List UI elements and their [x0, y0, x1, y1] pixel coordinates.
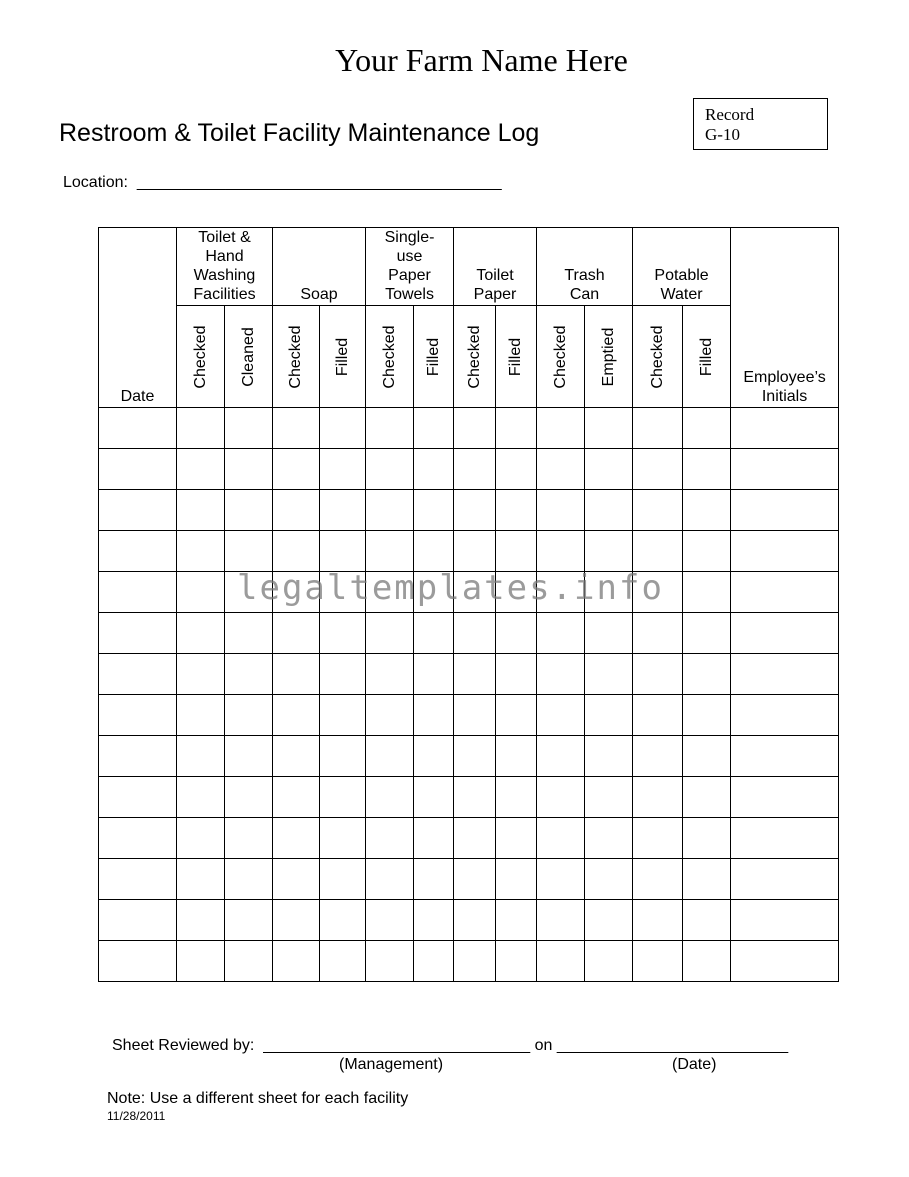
- group-header-line: Hand: [205, 248, 244, 265]
- entry-cell[interactable]: [585, 613, 633, 654]
- location-blank: _________________________________________: [136, 174, 502, 191]
- table-row: [99, 654, 839, 695]
- entry-cell[interactable]: [683, 408, 731, 449]
- entry-cell[interactable]: [225, 695, 273, 736]
- entry-cell[interactable]: [320, 695, 366, 736]
- entry-cell[interactable]: [320, 654, 366, 695]
- entry-cell[interactable]: [633, 736, 683, 777]
- entry-cell[interactable]: [633, 531, 683, 572]
- group-header-line: Paper: [473, 286, 517, 303]
- entry-cell[interactable]: [366, 613, 414, 654]
- table-row: [99, 900, 839, 941]
- entry-cell[interactable]: [633, 941, 683, 982]
- entry-cell[interactable]: [225, 777, 273, 818]
- watermark: legaltemplates.info: [237, 568, 664, 608]
- entry-cell[interactable]: [366, 449, 414, 490]
- sub-column-label: Checked: [191, 324, 209, 389]
- sub-column-header: [273, 306, 320, 408]
- entry-cell[interactable]: [731, 408, 839, 449]
- entry-cell[interactable]: [633, 613, 683, 654]
- entry-cell[interactable]: [683, 531, 731, 572]
- entry-cell[interactable]: [177, 490, 225, 531]
- entry-cell[interactable]: [99, 654, 177, 695]
- group-header-line: Washing: [193, 267, 256, 284]
- entry-cell[interactable]: [731, 654, 839, 695]
- sub-column-label: Emptied: [599, 327, 617, 386]
- table-row: [99, 859, 839, 900]
- entry-cell[interactable]: [225, 531, 273, 572]
- entry-cell[interactable]: [320, 818, 366, 859]
- entry-cell[interactable]: [273, 736, 320, 777]
- entry-cell[interactable]: [454, 695, 496, 736]
- entry-cell[interactable]: [496, 408, 537, 449]
- entry-cell[interactable]: [320, 490, 366, 531]
- entry-cell[interactable]: [414, 531, 454, 572]
- sub-column-label: Filled: [507, 337, 525, 376]
- entry-cell[interactable]: [454, 777, 496, 818]
- entry-cell[interactable]: [633, 900, 683, 941]
- farm-name: Your Farm Name Here: [335, 42, 628, 78]
- entry-cell[interactable]: [585, 900, 633, 941]
- sub-column-header: [683, 306, 731, 408]
- entry-cell[interactable]: [414, 818, 454, 859]
- entry-cell[interactable]: [496, 695, 537, 736]
- entry-cell[interactable]: [454, 859, 496, 900]
- entry-cell[interactable]: [537, 613, 585, 654]
- entry-cell[interactable]: [177, 408, 225, 449]
- entry-cell[interactable]: [537, 900, 585, 941]
- entry-cell[interactable]: [454, 408, 496, 449]
- entry-cell[interactable]: [585, 531, 633, 572]
- entry-cell[interactable]: [496, 490, 537, 531]
- entry-cell[interactable]: [731, 777, 839, 818]
- group-header-line: Facilities: [193, 286, 256, 303]
- entry-cell[interactable]: [177, 818, 225, 859]
- entry-cell[interactable]: [320, 900, 366, 941]
- table-row: [99, 408, 839, 449]
- entry-cell[interactable]: [683, 777, 731, 818]
- entry-cell[interactable]: [454, 900, 496, 941]
- entry-cell[interactable]: [320, 777, 366, 818]
- group-header-line: Water: [660, 286, 703, 303]
- entry-cell[interactable]: [731, 941, 839, 982]
- entry-cell[interactable]: [99, 449, 177, 490]
- entry-cell[interactable]: [496, 900, 537, 941]
- entry-cell[interactable]: [585, 408, 633, 449]
- entry-cell[interactable]: [731, 572, 839, 613]
- entry-cell[interactable]: [414, 777, 454, 818]
- sheet-reviewed-line: Sheet Reviewed by: ______________________________ on __________________________: [112, 1037, 789, 1054]
- entry-cell[interactable]: [537, 941, 585, 982]
- entry-cell[interactable]: [731, 859, 839, 900]
- group-header-line: Can: [569, 286, 600, 303]
- entry-cell[interactable]: [99, 777, 177, 818]
- entry-cell[interactable]: [683, 818, 731, 859]
- location-field: [63, 174, 502, 192]
- entry-cell[interactable]: [366, 818, 414, 859]
- group-header-line: Single-: [384, 229, 435, 246]
- entry-cell[interactable]: [633, 818, 683, 859]
- entry-cell[interactable]: [99, 613, 177, 654]
- entry-cell[interactable]: [731, 695, 839, 736]
- entry-cell[interactable]: [225, 613, 273, 654]
- entry-cell[interactable]: [683, 449, 731, 490]
- table-row: [99, 736, 839, 777]
- sub-column-header: [366, 306, 414, 408]
- entry-cell[interactable]: [683, 941, 731, 982]
- entry-cell[interactable]: [537, 695, 585, 736]
- entry-cell[interactable]: [273, 777, 320, 818]
- sub-column-header: [320, 306, 366, 408]
- entry-cell[interactable]: [633, 490, 683, 531]
- group-header-line: Towels: [385, 286, 434, 303]
- entry-cell[interactable]: [414, 736, 454, 777]
- entry-cell[interactable]: [177, 572, 225, 613]
- group-header-line: Soap: [300, 286, 338, 303]
- entry-cell[interactable]: [633, 449, 683, 490]
- entry-cell[interactable]: [177, 613, 225, 654]
- entry-cell[interactable]: [177, 695, 225, 736]
- entry-cell[interactable]: [366, 408, 414, 449]
- form-date: 11/28/2011: [107, 1109, 166, 1123]
- table-row: [99, 941, 839, 982]
- sub-column-label: Checked: [465, 324, 483, 389]
- entry-cell[interactable]: [414, 490, 454, 531]
- entry-cell[interactable]: [683, 900, 731, 941]
- entry-cell[interactable]: [454, 531, 496, 572]
- entry-cell[interactable]: [225, 449, 273, 490]
- management-label: (Management): [339, 1056, 444, 1073]
- entry-cell[interactable]: [414, 449, 454, 490]
- entry-cell[interactable]: [585, 490, 633, 531]
- review-date-label: (Date): [672, 1056, 717, 1073]
- group-header-line: Potable: [654, 267, 709, 284]
- entry-cell[interactable]: [273, 490, 320, 531]
- entry-cell[interactable]: [731, 818, 839, 859]
- entry-cell[interactable]: [414, 654, 454, 695]
- entry-cell[interactable]: [177, 859, 225, 900]
- entry-cell[interactable]: [99, 695, 177, 736]
- entry-cell[interactable]: [414, 695, 454, 736]
- entry-cell[interactable]: [633, 408, 683, 449]
- sub-column-label: Checked: [648, 324, 666, 389]
- entry-cell[interactable]: [414, 941, 454, 982]
- table-row: [99, 777, 839, 818]
- entry-cell[interactable]: [273, 531, 320, 572]
- entry-cell[interactable]: [225, 859, 273, 900]
- entry-cell[interactable]: [496, 818, 537, 859]
- entry-cell[interactable]: [496, 736, 537, 777]
- location-label: Location:: [63, 174, 128, 191]
- entry-cell[interactable]: [537, 777, 585, 818]
- sub-column-label: Filled: [697, 337, 715, 376]
- entry-cell[interactable]: [454, 490, 496, 531]
- group-header-line: use: [396, 248, 423, 265]
- initials-header-line: Employee’s: [743, 369, 826, 386]
- entry-cell[interactable]: [537, 490, 585, 531]
- table-row: [99, 818, 839, 859]
- entry-cell[interactable]: [537, 449, 585, 490]
- sub-column-header: [414, 306, 454, 408]
- entry-cell[interactable]: [177, 777, 225, 818]
- entry-cell[interactable]: [99, 572, 177, 613]
- entry-cell[interactable]: [225, 941, 273, 982]
- sub-column-header: [585, 306, 633, 408]
- entry-cell[interactable]: [99, 531, 177, 572]
- entry-cell[interactable]: [683, 613, 731, 654]
- entry-cell[interactable]: [537, 408, 585, 449]
- entry-cell[interactable]: [177, 941, 225, 982]
- entry-cell[interactable]: [177, 531, 225, 572]
- date-header: Date: [99, 228, 177, 408]
- entry-cell[interactable]: [366, 490, 414, 531]
- entry-cell[interactable]: [366, 695, 414, 736]
- entry-cell[interactable]: [366, 859, 414, 900]
- group-header-line: Toilet &: [198, 229, 251, 246]
- entry-cell[interactable]: [99, 900, 177, 941]
- table-row: [99, 449, 839, 490]
- entry-cell[interactable]: [454, 736, 496, 777]
- entry-cell[interactable]: [225, 818, 273, 859]
- entry-cell[interactable]: [273, 695, 320, 736]
- entry-cell[interactable]: [731, 736, 839, 777]
- entry-cell[interactable]: [454, 941, 496, 982]
- group-header-line: Toilet: [476, 267, 514, 284]
- entry-cell[interactable]: [366, 777, 414, 818]
- entry-cell[interactable]: [496, 777, 537, 818]
- initials-header-line: Initials: [761, 388, 808, 405]
- entry-cell[interactable]: [537, 531, 585, 572]
- entry-cell[interactable]: [633, 654, 683, 695]
- entry-cell[interactable]: [366, 941, 414, 982]
- entry-cell[interactable]: [225, 490, 273, 531]
- entry-cell[interactable]: [320, 736, 366, 777]
- entry-cell[interactable]: [537, 859, 585, 900]
- entry-cell[interactable]: [273, 408, 320, 449]
- sub-column-header: [177, 306, 225, 408]
- entry-cell[interactable]: [273, 654, 320, 695]
- entry-cell[interactable]: [320, 859, 366, 900]
- entry-cell[interactable]: [731, 900, 839, 941]
- sub-column-label: Checked: [380, 324, 398, 389]
- sub-column-label: Cleaned: [239, 326, 257, 387]
- entry-cell[interactable]: [454, 654, 496, 695]
- entry-cell[interactable]: [585, 736, 633, 777]
- sub-column-header: [496, 306, 537, 408]
- entry-cell[interactable]: [414, 613, 454, 654]
- entry-cell[interactable]: [633, 777, 683, 818]
- sub-column-label: Filled: [424, 337, 442, 376]
- entry-cell[interactable]: [731, 613, 839, 654]
- entry-cell[interactable]: [683, 490, 731, 531]
- entry-cell[interactable]: [273, 900, 320, 941]
- entry-cell[interactable]: [99, 859, 177, 900]
- table-row: [99, 695, 839, 736]
- entry-cell[interactable]: [585, 654, 633, 695]
- entry-cell[interactable]: [177, 449, 225, 490]
- group-header: [177, 228, 273, 306]
- entry-cell[interactable]: [177, 900, 225, 941]
- entry-cell[interactable]: [633, 859, 683, 900]
- entry-cell[interactable]: [496, 654, 537, 695]
- entry-cell[interactable]: [225, 736, 273, 777]
- entry-cell[interactable]: [273, 818, 320, 859]
- record-label: Record: [705, 105, 755, 124]
- entry-cell[interactable]: [731, 449, 839, 490]
- entry-cell[interactable]: [99, 490, 177, 531]
- entry-cell[interactable]: [496, 449, 537, 490]
- entry-cell[interactable]: [99, 818, 177, 859]
- entry-cell[interactable]: [320, 408, 366, 449]
- sub-column-label: Checked: [287, 324, 305, 389]
- entry-cell[interactable]: [366, 654, 414, 695]
- entry-cell[interactable]: [585, 859, 633, 900]
- entry-cell[interactable]: [366, 736, 414, 777]
- entry-cell[interactable]: [99, 736, 177, 777]
- entry-cell[interactable]: [585, 449, 633, 490]
- entry-cell[interactable]: [585, 818, 633, 859]
- entry-cell[interactable]: [633, 695, 683, 736]
- group-header-line: Trash: [564, 267, 605, 284]
- facility-note: Note: Use a different sheet for each facility: [107, 1090, 409, 1107]
- entry-cell[interactable]: [414, 408, 454, 449]
- entry-cell[interactable]: [454, 613, 496, 654]
- entry-cell[interactable]: [366, 531, 414, 572]
- sub-column-label: Filled: [333, 337, 351, 376]
- entry-cell[interactable]: [585, 777, 633, 818]
- group-header: [366, 228, 454, 306]
- entry-cell[interactable]: [366, 900, 414, 941]
- entry-cell[interactable]: [320, 531, 366, 572]
- entry-cell[interactable]: [99, 941, 177, 982]
- entry-cell[interactable]: [320, 449, 366, 490]
- table-row: [99, 531, 839, 572]
- entry-cell[interactable]: [177, 654, 225, 695]
- initials-header: [731, 228, 839, 408]
- entry-cell[interactable]: [225, 408, 273, 449]
- entry-cell[interactable]: [683, 572, 731, 613]
- entry-cell[interactable]: [414, 900, 454, 941]
- sub-column-label: Checked: [551, 324, 569, 389]
- entry-cell[interactable]: [537, 654, 585, 695]
- entry-cell[interactable]: [320, 941, 366, 982]
- record-code: G-10: [705, 125, 740, 144]
- entry-cell[interactable]: [273, 859, 320, 900]
- entry-cell[interactable]: [537, 736, 585, 777]
- entry-cell[interactable]: [320, 613, 366, 654]
- entry-cell[interactable]: [454, 818, 496, 859]
- entry-cell[interactable]: [273, 449, 320, 490]
- group-header-line: Paper: [388, 267, 431, 284]
- entry-cell[interactable]: [177, 736, 225, 777]
- group-header: [454, 228, 537, 306]
- entry-cell[interactable]: [537, 818, 585, 859]
- entry-cell[interactable]: [496, 941, 537, 982]
- entry-cell[interactable]: [225, 654, 273, 695]
- group-header: [273, 228, 366, 306]
- sub-column-header: [225, 306, 273, 408]
- log-title: Restroom & Toilet Facility Maintenance Log: [59, 119, 540, 147]
- sub-column-header: [537, 306, 585, 408]
- group-header: [633, 228, 731, 306]
- entry-cell[interactable]: [585, 941, 633, 982]
- entry-cell[interactable]: [496, 859, 537, 900]
- entry-cell[interactable]: [225, 900, 273, 941]
- entry-cell[interactable]: [496, 613, 537, 654]
- group-header: [537, 228, 633, 306]
- entry-cell[interactable]: [273, 613, 320, 654]
- table-row: [99, 490, 839, 531]
- entry-cell[interactable]: [496, 531, 537, 572]
- entry-cell[interactable]: [731, 531, 839, 572]
- entry-cell[interactable]: [454, 449, 496, 490]
- table-row: [99, 613, 839, 654]
- entry-cell[interactable]: [683, 736, 731, 777]
- entry-cell[interactable]: [585, 695, 633, 736]
- sub-column-header: [454, 306, 496, 408]
- sub-column-header: [633, 306, 683, 408]
- entry-cell[interactable]: [683, 859, 731, 900]
- entry-cell[interactable]: [683, 654, 731, 695]
- record-box: [693, 98, 828, 150]
- entry-cell[interactable]: [414, 859, 454, 900]
- entry-cell[interactable]: [683, 695, 731, 736]
- entry-cell[interactable]: [273, 941, 320, 982]
- entry-cell[interactable]: [731, 490, 839, 531]
- entry-cell[interactable]: [99, 408, 177, 449]
